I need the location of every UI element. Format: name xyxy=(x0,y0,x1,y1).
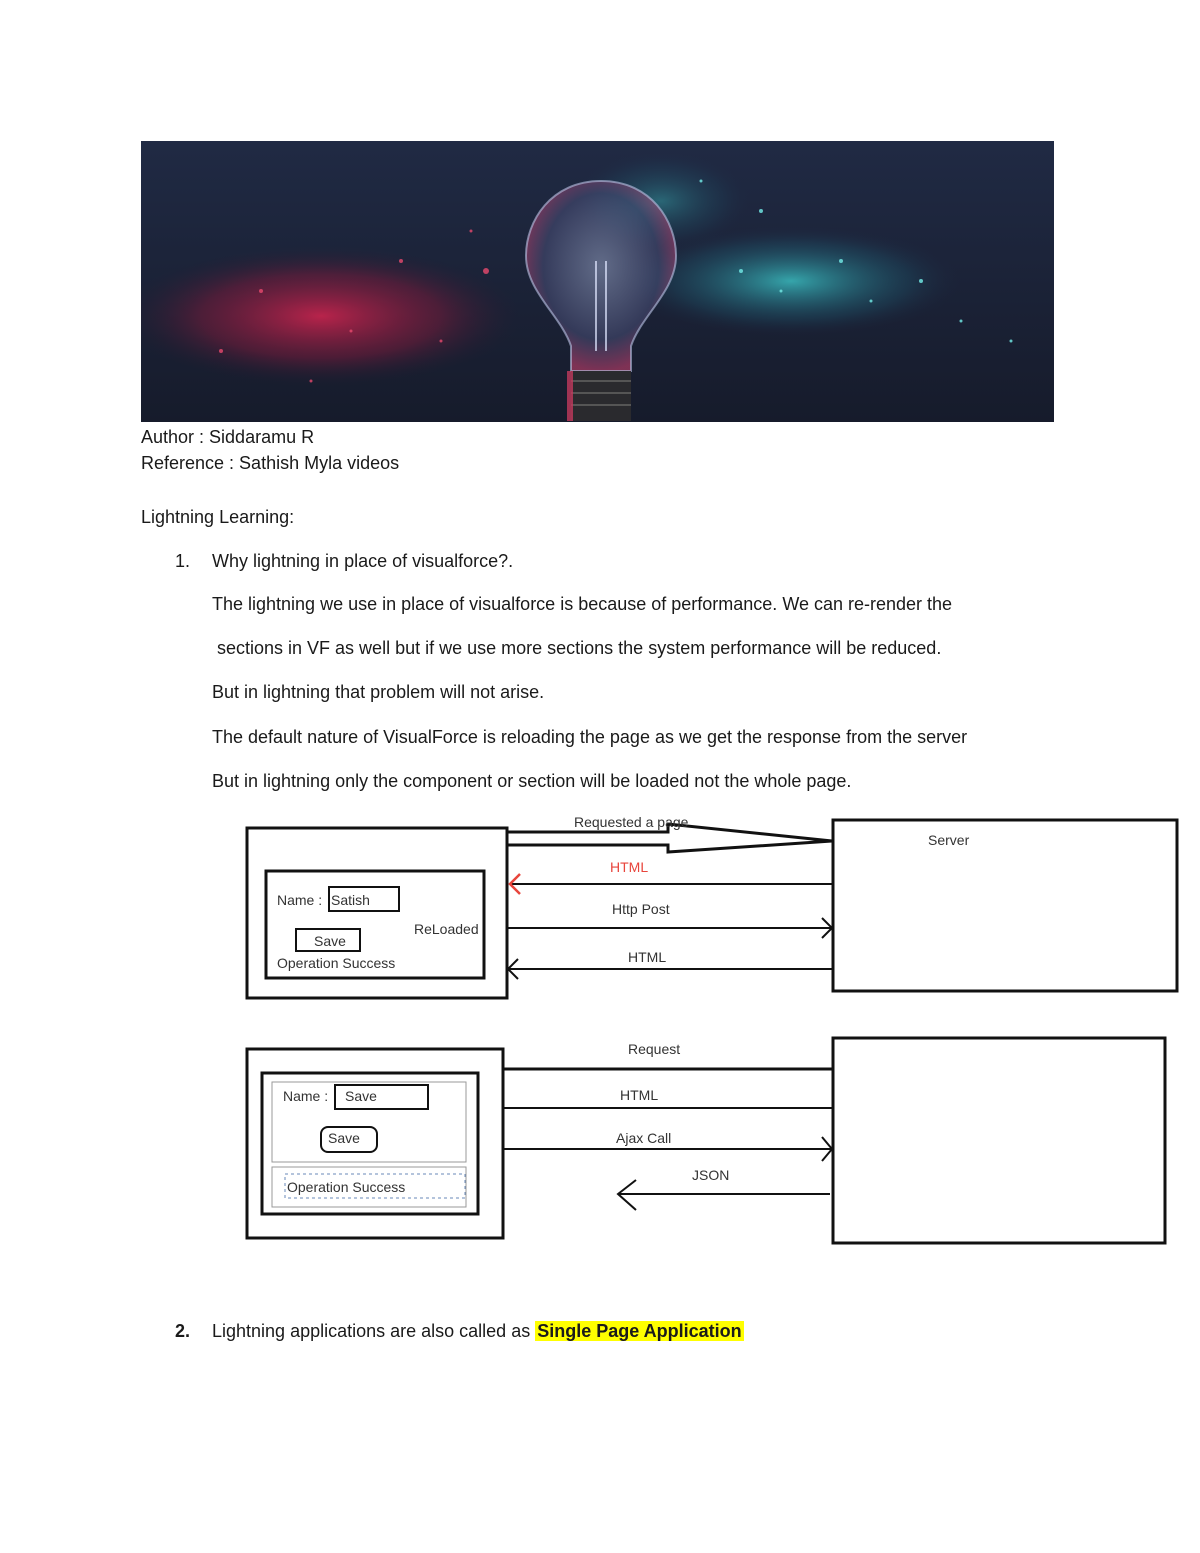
list-item-2 xyxy=(212,1320,744,1342)
list-number-2: 2. xyxy=(175,1321,191,1341)
single-page-application-highlight: Single Page Application xyxy=(537,1321,742,1341)
lx-json-label: JSON xyxy=(692,1167,730,1183)
vf-save-button xyxy=(296,929,360,951)
vf-name-input xyxy=(329,887,399,911)
vf-reloaded-label: ReLoaded xyxy=(414,921,479,937)
lx-form-section xyxy=(272,1082,466,1162)
list-number-1: 1. xyxy=(175,551,191,571)
vf-server-label: Server xyxy=(928,832,970,848)
lx-page-box xyxy=(262,1073,478,1214)
paragraph-3: But in lightning that problem will not arise. xyxy=(212,682,545,702)
paragraph-1: The lightning we use in place of visualforce is because of performance. We can re-render the xyxy=(212,594,953,614)
vf-html-red-label: HTML xyxy=(610,859,649,875)
lx-request-label: Request xyxy=(628,1041,681,1057)
lx-server-box xyxy=(833,1038,1165,1243)
banner-lightbulb-image xyxy=(141,141,1054,422)
vf-name-label: Name : xyxy=(277,892,323,908)
lx-ajax-label: Ajax Call xyxy=(616,1130,672,1146)
vf-save-label: Save xyxy=(314,933,346,949)
author-line: Author : Siddaramu R xyxy=(141,427,315,447)
vf-http-post-label: Http Post xyxy=(612,901,670,917)
vf-status-label: Operation Success xyxy=(277,955,396,971)
lx-status-selection xyxy=(285,1174,465,1198)
vf-name-value: Satish xyxy=(331,892,370,908)
lx-html-label: HTML xyxy=(620,1087,659,1103)
vf-server-box xyxy=(833,820,1177,991)
lx-save-label: Save xyxy=(328,1130,360,1146)
vf-request-label: Requested a page xyxy=(574,814,689,830)
lx-name-input xyxy=(335,1085,428,1109)
vf-page-box xyxy=(266,871,484,978)
paragraph-5: But in lightning only the component or section will be loaded not the whole page. xyxy=(212,771,852,791)
reference-line: Reference : Sathish Myla videos xyxy=(141,453,400,473)
lx-browser-box xyxy=(247,1049,503,1238)
lx-status-label: Operation Success xyxy=(287,1179,406,1195)
paragraph-2: sections in VF as well but if we use more sections the system performance will be reduced. xyxy=(212,638,942,658)
list-item-1-heading: Why lightning in place of visualforce?. xyxy=(212,551,514,571)
lx-name-label: Name : xyxy=(283,1088,329,1104)
paragraph-4: The default nature of VisualForce is reloading the page as we get the response from the server xyxy=(212,727,968,747)
lx-status-section xyxy=(272,1167,466,1207)
vf-html-label: HTML xyxy=(628,949,667,965)
vf-browser-box xyxy=(247,828,507,998)
list-item-2-text: Lightning applications are also called as xyxy=(212,1321,536,1341)
section-title: Lightning Learning: xyxy=(141,507,295,527)
vf-request-arrow xyxy=(507,824,832,852)
lx-save-button xyxy=(321,1127,377,1152)
lx-name-value: Save xyxy=(345,1088,377,1104)
